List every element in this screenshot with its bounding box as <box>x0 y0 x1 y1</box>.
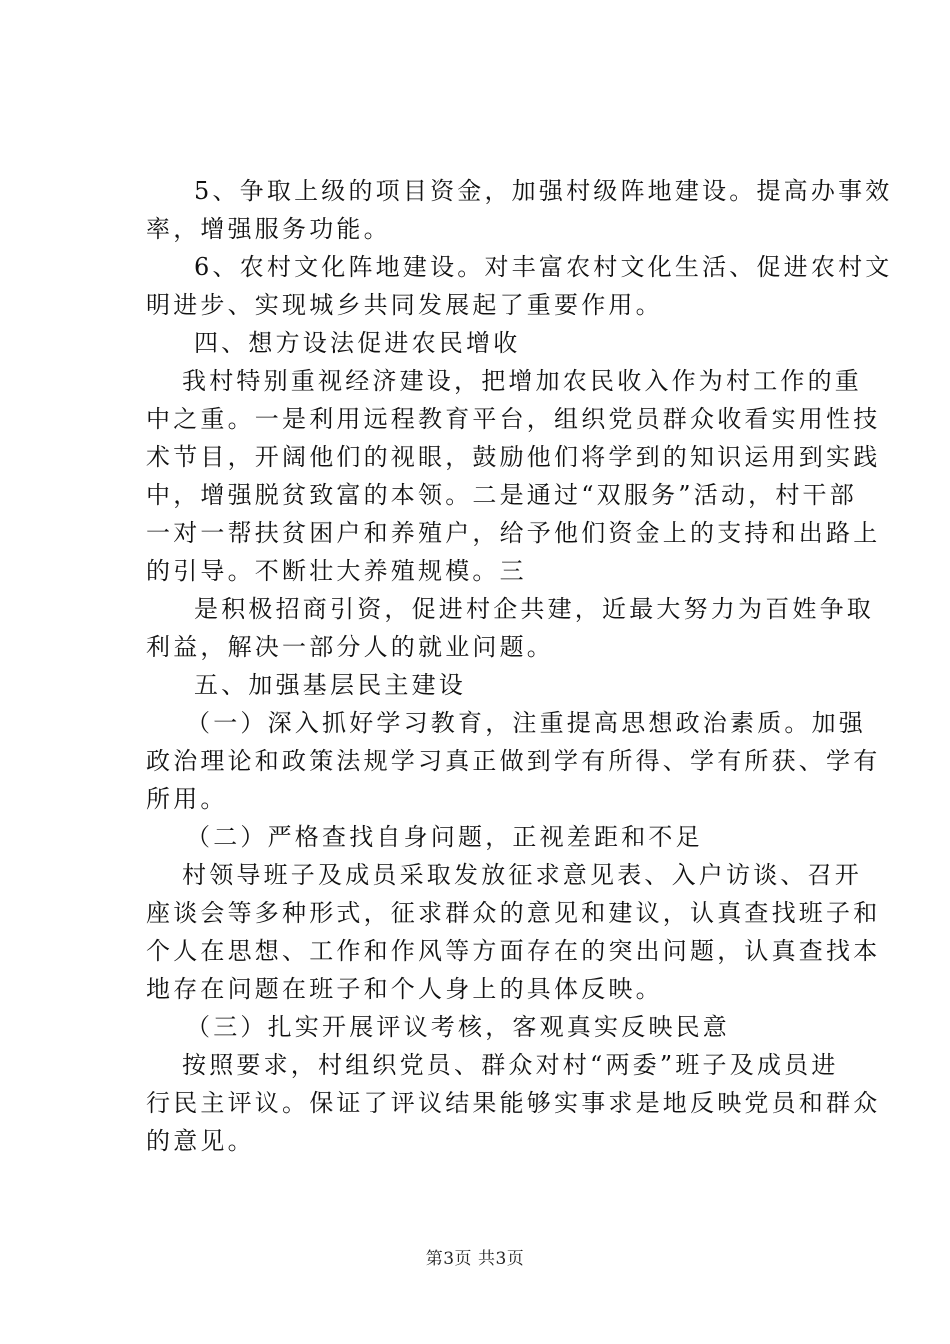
section-heading: 五、加强基层民主建设 <box>194 671 466 699</box>
paragraph-line: 座谈会等多种形式，征求群众的意见和建议，认真查找班子和 <box>146 899 881 927</box>
paragraph-line: 按照要求，村组织党员、群众对村“两委”班子及成员进 <box>182 1051 839 1079</box>
paragraph-line: 地存在问题在班子和个人身上的具体反映。 <box>146 975 663 1003</box>
paragraph-line: 行民主评议。保证了评议结果能够实事求是地反映党员和群众 <box>146 1089 881 1117</box>
paragraph-line: 中之重。一是利用远程教育平台，组织党员群众收看实用性技 <box>146 405 881 433</box>
paragraph-line: 村领导班子及成员采取发放征求意见表、入户访谈、召开 <box>182 861 862 889</box>
paragraph-line: 政治理论和政策法规学习真正做到学有所得、学有所获、学有 <box>146 747 881 775</box>
paragraph-line: 明进步、实现城乡共同发展起了重要作用。 <box>146 291 663 319</box>
paragraph-line: 一对一帮扶贫困户和养殖户，给予他们资金上的支持和出路上 <box>146 519 881 547</box>
paragraph-line: 个人在思想、工作和作风等方面存在的突出问题，认真查找本 <box>146 937 881 965</box>
paragraph-line: 我村特别重视经济建设，把增加农民收入作为村工作的重 <box>182 367 862 395</box>
document-body <box>146 172 893 1160</box>
paragraph-line: 的意见。 <box>146 1127 255 1155</box>
paragraph-line: 是积极招商引资，促进村企共建，近最大努力为百姓争取 <box>194 595 874 623</box>
subsection-heading: （三）扎实开展评议考核，客观真实反映民意 <box>186 1013 730 1041</box>
paragraph-line: 利益，解决一部分人的就业问题。 <box>146 633 554 661</box>
subsection-heading: （二）严格查找自身问题，正视差距和不足 <box>186 823 703 851</box>
paragraph-line: 的引导。不断壮大养殖规模。三 <box>146 557 527 585</box>
paragraph-line: 所用。 <box>146 785 228 813</box>
page-number: 第3页 共3页 <box>425 1249 525 1269</box>
paragraph-line: 5、争取上级的项目资金，加强村级阵地建设。提高办事效 <box>194 177 893 205</box>
paragraph-line: 6、农村文化阵地建设。对丰富农村文化生活、促进农村文 <box>194 253 893 281</box>
paragraph-line: 术节目，开阔他们的视眼，鼓励他们将学到的知识运用到实践 <box>146 443 881 471</box>
paragraph-line: 中，增强脱贫致富的本领。二是通过“双服务”活动，村干部 <box>146 481 857 509</box>
subsection-heading: （一）深入抓好学习教育，注重提高思想政治素质。加强 <box>186 709 866 737</box>
section-heading: 四、想方设法促进农民增收 <box>194 329 521 357</box>
paragraph-line: 率，增强服务功能。 <box>146 215 391 243</box>
